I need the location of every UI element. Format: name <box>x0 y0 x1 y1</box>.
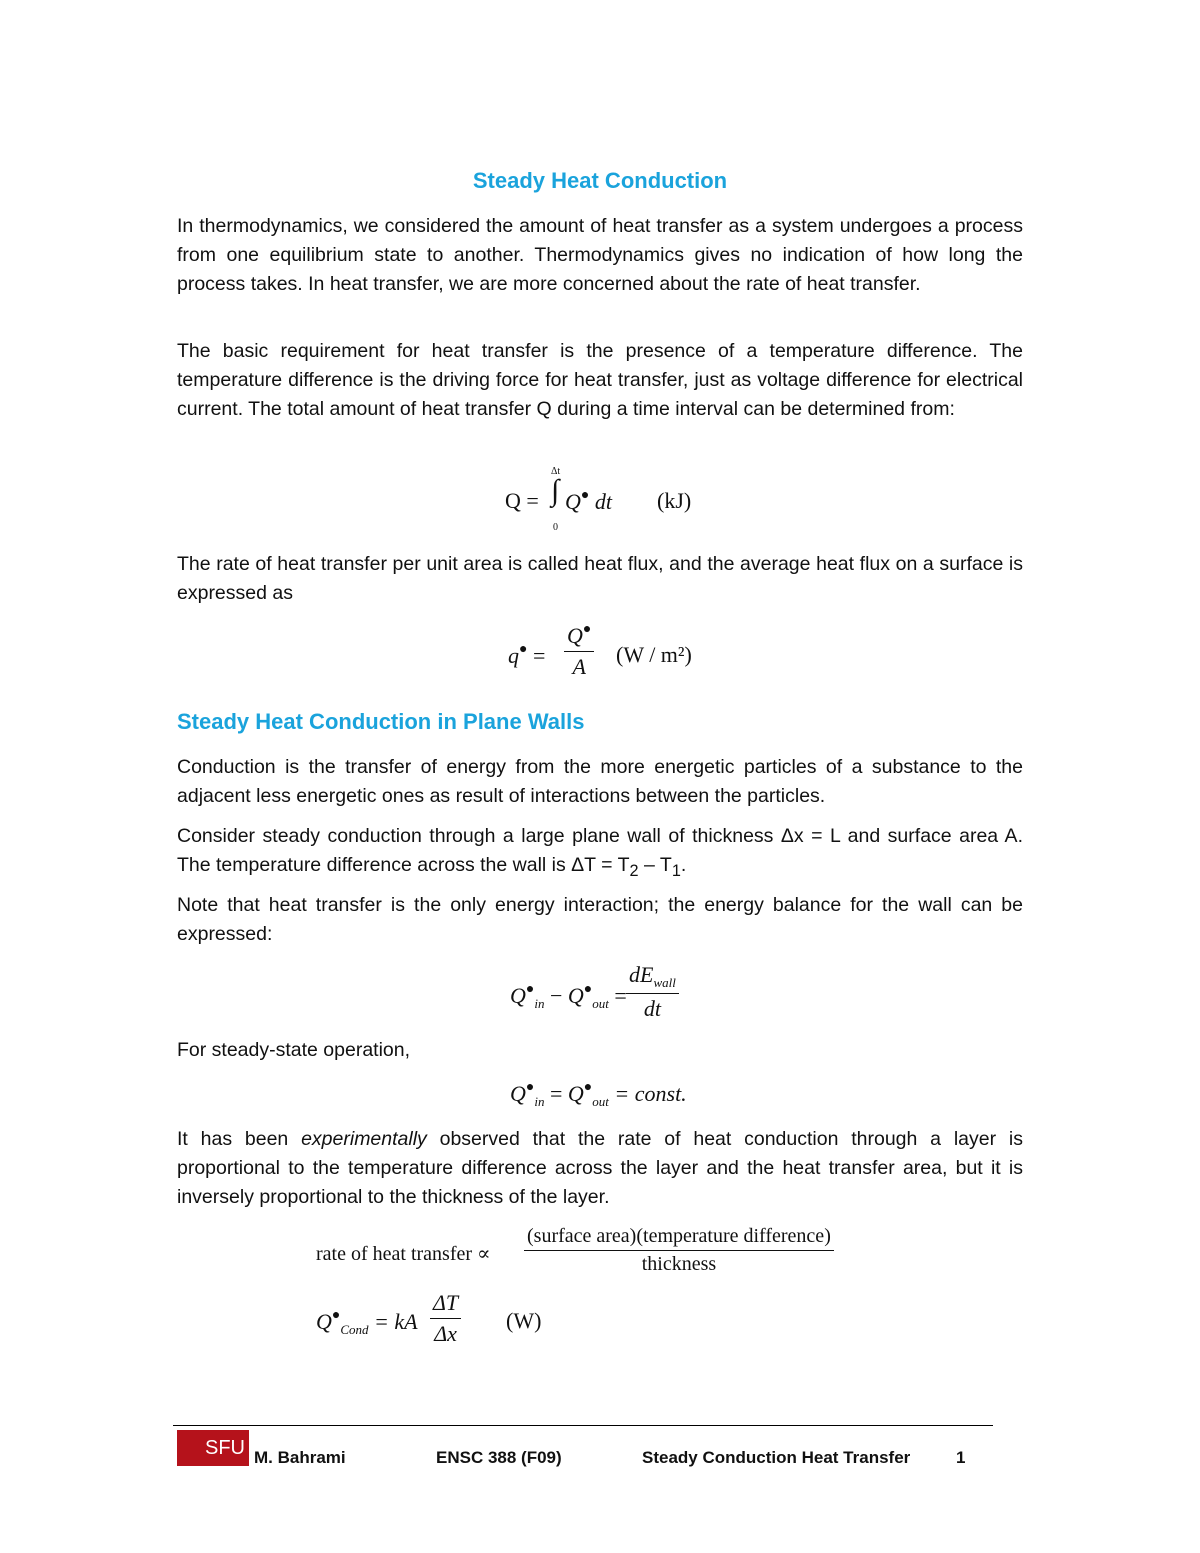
eq1-integrand: Q● dt <box>565 488 612 514</box>
eq2-unit: (W / m²) <box>616 642 692 667</box>
eq6-lhs: $Q^●_{Cond}$ = kA <box>316 1308 418 1337</box>
footer-course: ENSC 388 (F09) <box>436 1448 562 1467</box>
eq1-upper-limit: Δt <box>551 466 561 477</box>
paragraph-conduction-def: Conduction is the transfer of energy from the more energetic particles of a substance to the adjacent less energetic ones as result of interactions between the particles. <box>177 756 1023 807</box>
page-title: Steady Heat Conduction <box>472 168 728 193</box>
paragraph-intro: In thermodynamics, we considered the amount of heat transfer as a system undergoes a process from one equilibrium state to another. Thermodynamics gives no indication of how long the process takes. In heat transfer, we are more concerned about the rate of heat transfer. <box>177 215 1023 295</box>
eq6-unit: (W) <box>506 1308 542 1333</box>
paragraph-experimental: It has been experimentally observed that the rate of heat conduction through a layer is proportional to the temperature difference across the layer and the heat transfer area, but it is inversely proportional to the thickness of the layer. <box>177 1128 1023 1208</box>
paragraph-requirement: The basic requirement for heat transfer is the presence of a temperature difference. The temperature difference is the driving force for heat transfer, just as voltage difference for electrical current. The total amount of heat transfer Q during a time interval can be determined from: <box>177 340 1023 420</box>
paragraph-plane-wall: Consider steady conduction through a large plane wall of thickness Δx = L and surface area A. The temperature difference across the wall is $\Delta T = T_2 - T_1$. <box>177 825 1023 880</box>
equation-energy-balance <box>510 962 710 1024</box>
sfu-logo: SFU <box>177 1430 249 1466</box>
footer-page-number: 1 <box>956 1448 966 1467</box>
footer-author: M. Bahrami <box>254 1448 346 1467</box>
eq2-fraction: $\frac{Q^●}{A}$ <box>564 622 594 680</box>
eq6-fraction: $\frac{\Delta T}{\Delta x}$ <box>430 1290 461 1347</box>
equation-total-heat <box>505 466 725 533</box>
eq5-fraction: (surface area)(temperature difference) thickness <box>524 1225 834 1276</box>
section-heading: Steady Heat Conduction in Plane Walls <box>177 709 585 734</box>
eq1-unit: (kJ) <box>657 488 692 513</box>
footer-topic: Steady Conduction Heat Transfer <box>642 1448 911 1467</box>
eq1-lower-limit: 0 <box>553 522 558 533</box>
eq5-lhs: rate of heat transfer ∝ <box>316 1243 491 1265</box>
eq4-body: $Q^●_{in} = Q^●_{out}$ = const. <box>510 1080 687 1109</box>
paragraph-heat-flux: The rate of heat transfer per unit area is called heat flux, and the average heat flux on a surface is expressed as <box>177 553 1023 604</box>
footer-divider <box>173 1425 993 1426</box>
equation-fourier-law <box>316 1290 576 1352</box>
paragraph-energy-balance: Note that heat transfer is the only energy interaction; the energy balance for the wall can be expressed: <box>177 894 1023 945</box>
eq2-lhs: q● = <box>508 642 546 668</box>
eq1-lhs: Q = <box>505 488 539 513</box>
equation-heat-flux <box>508 622 708 684</box>
equation-proportionality <box>316 1225 896 1287</box>
paragraph-steady-state: For steady-state operation, <box>177 1039 411 1061</box>
eq3-fraction: $dE_{wall}$ dt <box>626 962 679 1022</box>
equation-steady-state <box>510 1080 730 1110</box>
eq3-lhs: $Q^●_{in} - Q^●_{out}$ = <box>510 982 627 1011</box>
integral-sign: ∫ <box>551 474 560 507</box>
